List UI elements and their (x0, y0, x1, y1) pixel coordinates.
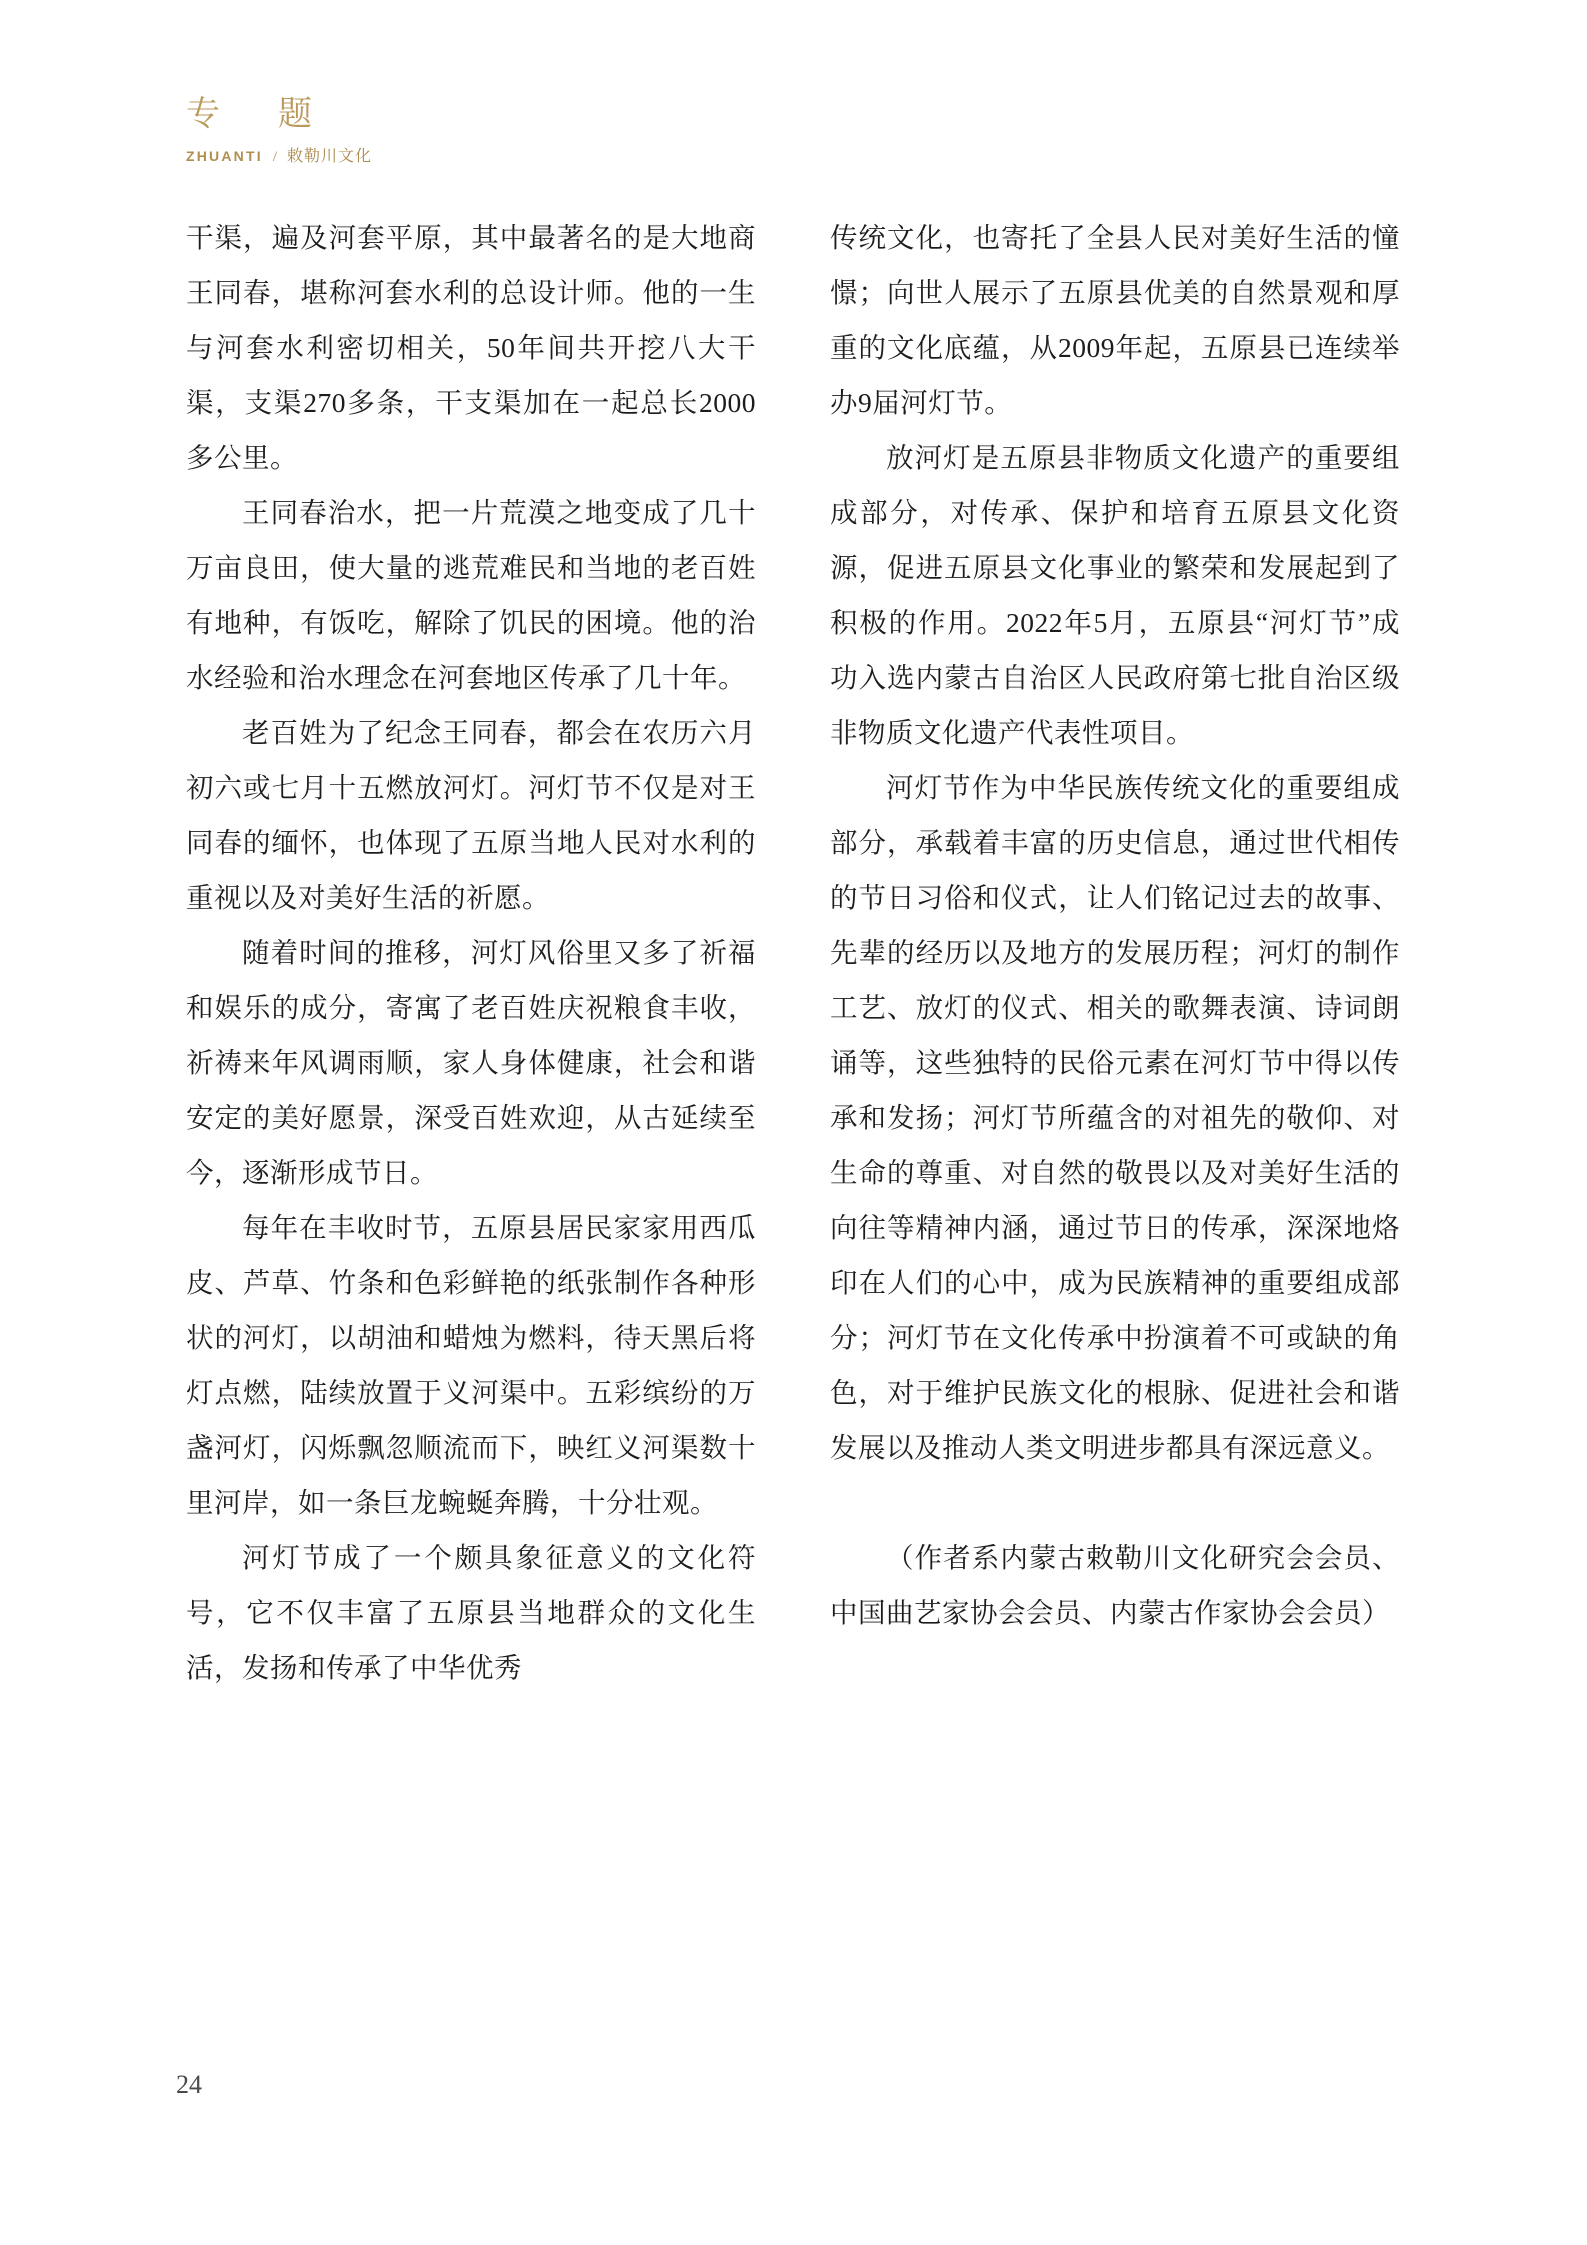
paragraph: 河灯节成了一个颇具象征意义的文化符号，它不仅丰富了五原县当地群众的文化生活，发扬和传承了中华优秀 (186, 1542, 756, 1683)
paragraph: 传统文化，也寄托了全县人民对美好生活的憧憬；向世人展示了五原县优美的自然景观和厚重的文化底蕴，从2009年起，五原县已连续举办9届河灯节。 (830, 222, 1400, 418)
paragraph: 放河灯是五原县非物质文化遗产的重要组成部分，对传承、保护和培育五原县文化资源，促进五原县文化事业的繁荣和发展起到了积极的作用。2022年5月，五原县“河灯节”成功入选内蒙古自治区人民政府第七批自治区级非物质文化遗产代表性项目。 (830, 442, 1400, 748)
paragraph: 河灯节作为中华民族传统文化的重要组成部分，承载着丰富的历史信息，通过世代相传的节日习俗和仪式，让人们铭记过去的故事、先辈的经历以及地方的发展历程；河灯的制作工艺、放灯的仪式、相关的歌舞表演、诗词朗诵等，这些独特的民俗元素在河灯节中得以传承和发扬；河灯节所蕴含的对祖先的敬仰、对生命的尊重、对自然的敬畏以及对美好生活的向往等精神内涵，通过节日的传承，深深地烙印在人们的心中，成为民族精神的重要组成部分；河灯节在文化传承中扮演着不可或缺的角色，对于维护民族文化的根脉、促进社会和谐发展以及推动人类文明进步都具有深远意义。 (830, 772, 1400, 1463)
header-subtitle-separator: / (272, 149, 278, 166)
author-note: （作者系内蒙古敕勒川文化研究会会员、中国曲艺家协会会员、内蒙古作家协会会员） (830, 1542, 1400, 1628)
page-header (186, 96, 786, 166)
page-number: 24 (176, 2070, 202, 2099)
paragraph: 随着时间的推移，河灯风俗里又多了祈福和娱乐的成分，寄寓了老百姓庆祝粮食丰收，祈祷来年风调雨顺，家人身体健康，社会和谐安定的美好愿景，深受百姓欢迎，从古延续至今，逐渐形成节日。 (186, 937, 756, 1188)
left-column (186, 210, 756, 1695)
paragraph: 王同春治水，把一片荒漠之地变成了几十万亩良田，使大量的逃荒难民和当地的老百姓有地种，有饭吃，解除了饥民的困境。他的治水经验和治水理念在河套地区传承了几十年。 (186, 497, 756, 693)
header-subtitle (186, 143, 786, 166)
body-columns (186, 210, 1401, 1695)
header-subtitle-series: 敕勒川文化 (287, 148, 373, 166)
paragraph: 每年在丰收时节，五原县居民家家用西瓜皮、芦草、竹条和色彩鲜艳的纸张制作各种形状的河灯，以胡油和蜡烛为燃料，待天黑后将灯点燃，陆续放置于义河渠中。五彩缤纷的万盏河灯，闪烁飘忽顺流而下，映红义河渠数十里河岸，如一条巨龙蜿蜒奔腾，十分壮观。 (186, 1212, 756, 1518)
paragraph: 干渠，遍及河套平原，其中最著名的是大地商王同春，堪称河套水利的总设计师。他的一生与河套水利密切相关，50年间共开挖八大干渠，支渠270多条，干支渠加在一起总长2000多公里。 (186, 222, 756, 473)
header-title: 专 题 (186, 96, 324, 133)
header-subtitle-pinyin: ZHUANTI (186, 148, 263, 165)
paragraph: 老百姓为了纪念王同春，都会在农历六月初六或七月十五燃放河灯。河灯节不仅是对王同春的缅怀，也体现了五原当地人民对水利的重视以及对美好生活的祈愿。 (186, 717, 756, 913)
right-column (830, 210, 1400, 1695)
